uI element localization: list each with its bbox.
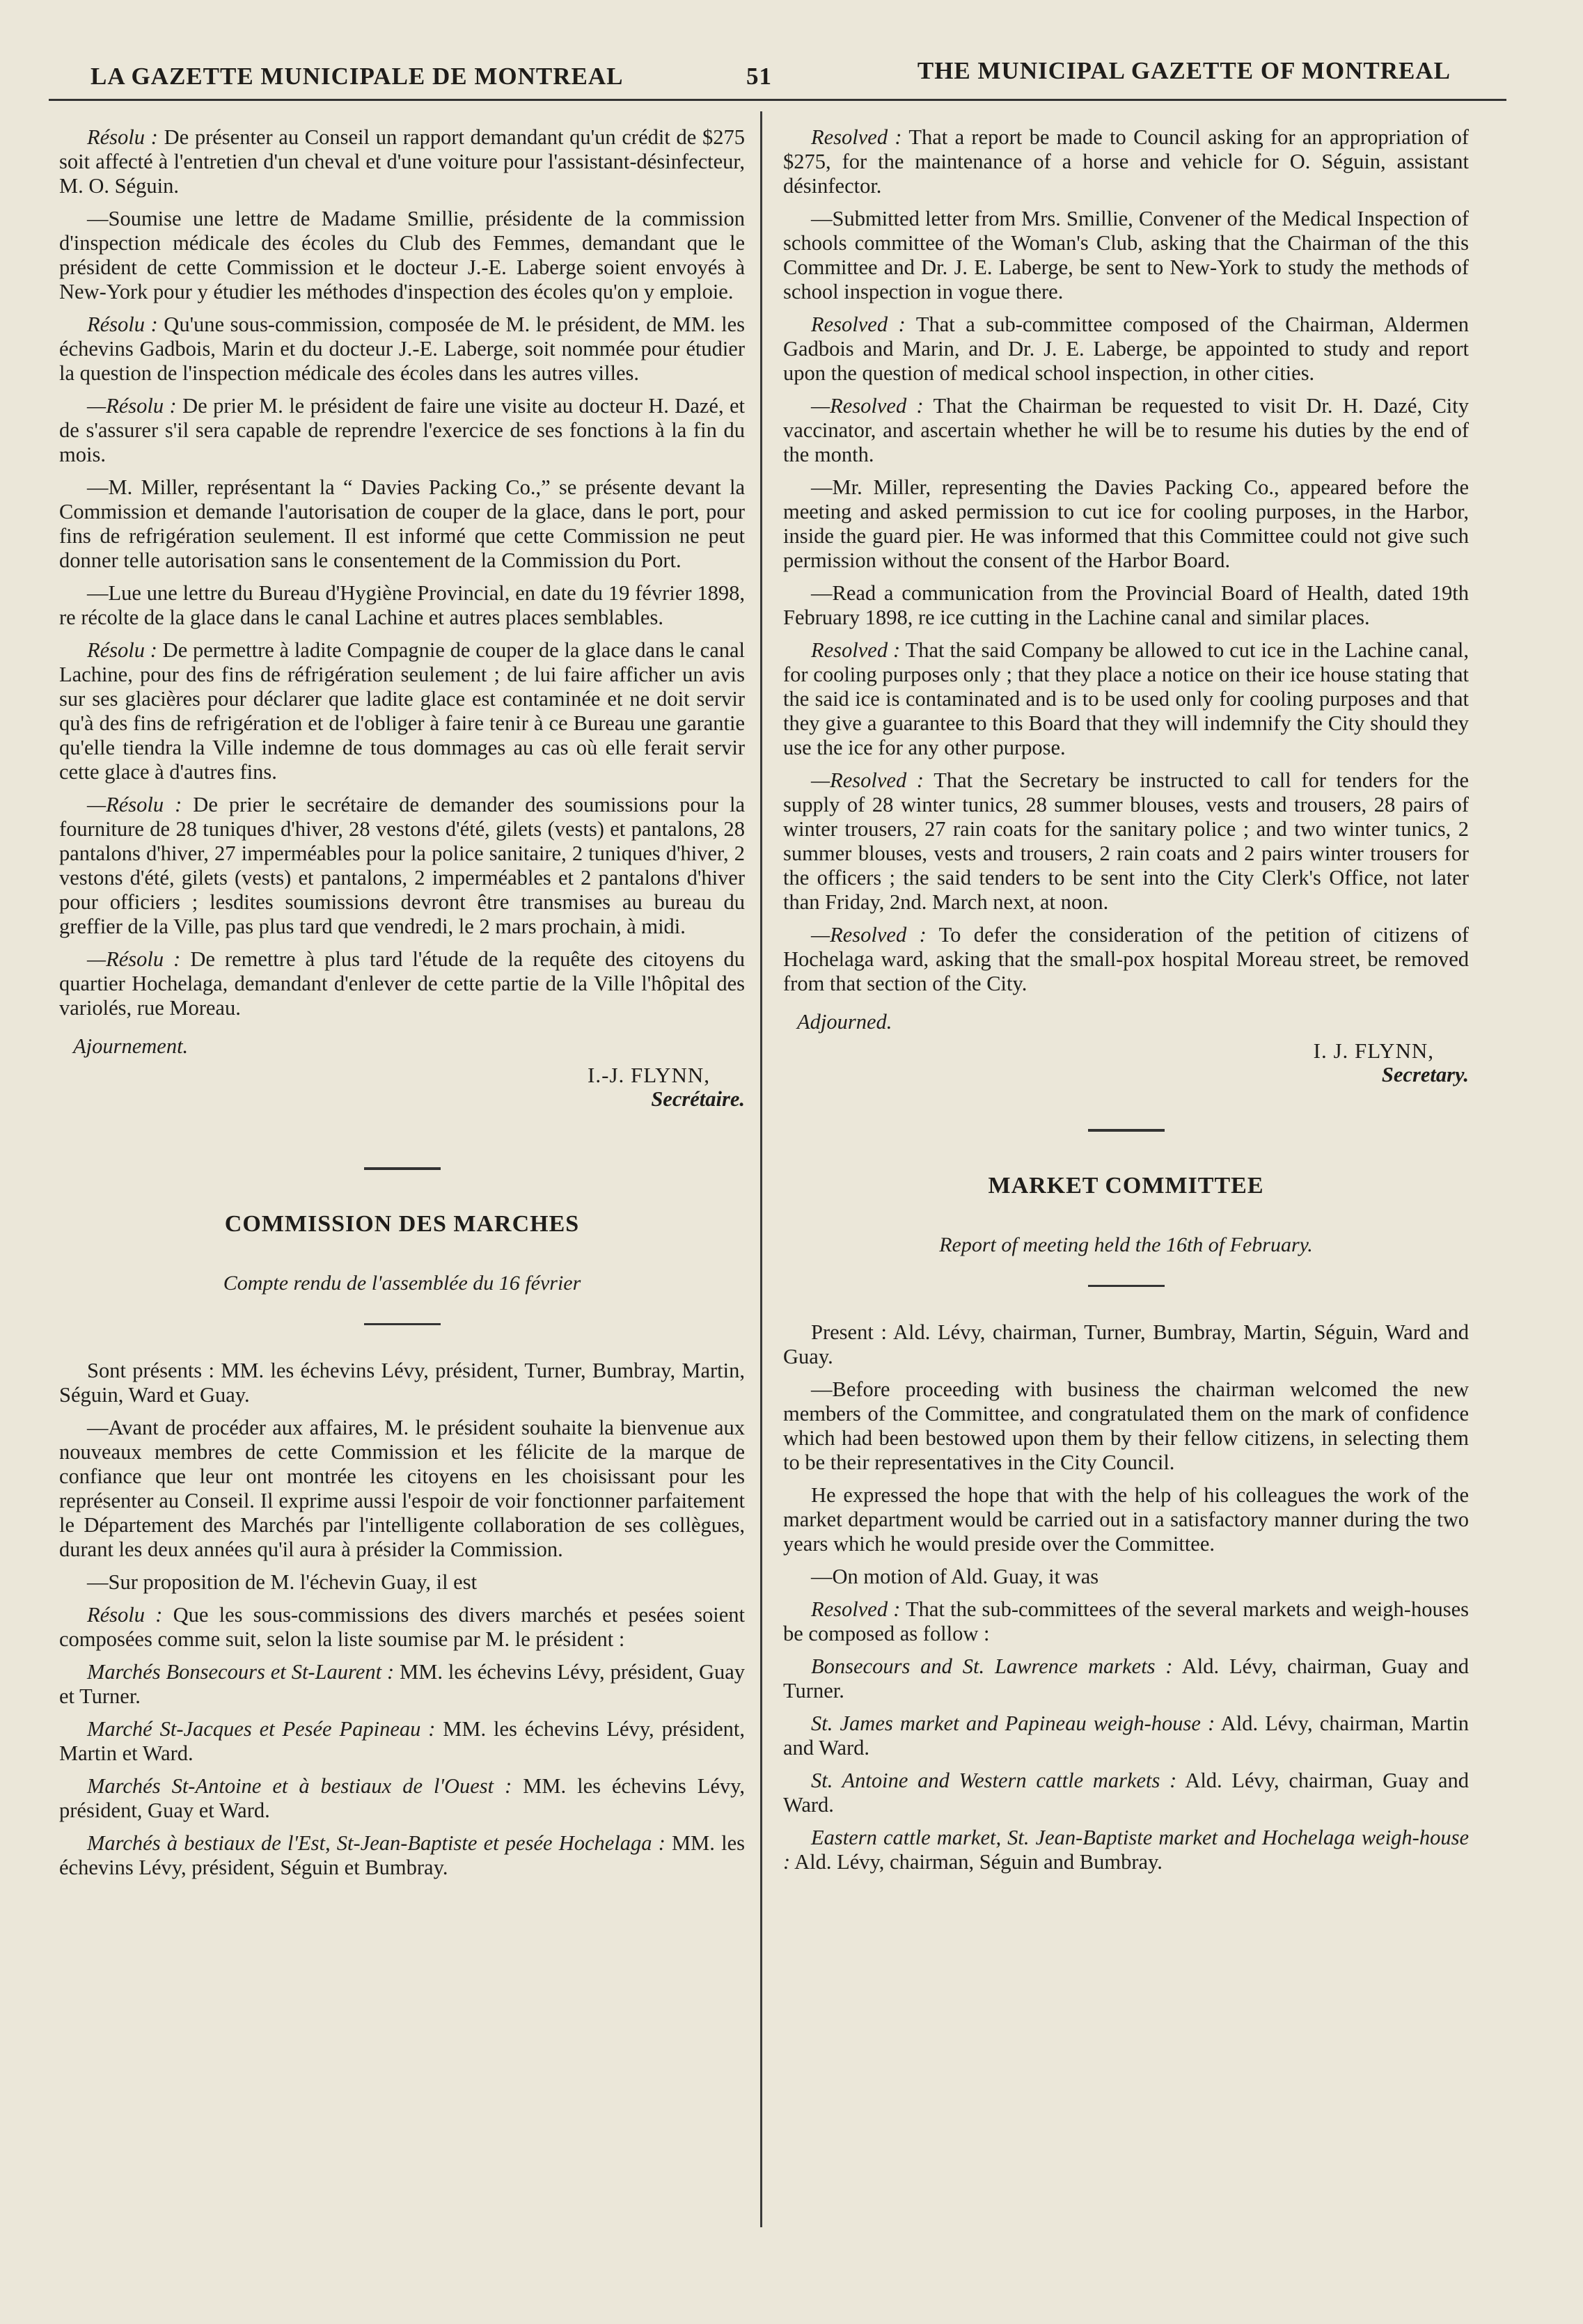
- paragraph-lead: Résolu :: [87, 313, 158, 336]
- paragraph: [783, 207, 1469, 304]
- paragraph-lead: —Resolved :: [811, 768, 924, 792]
- paragraph: [783, 1597, 1469, 1646]
- paragraph: [783, 1654, 1469, 1703]
- paragraph-text: —Avant de procéder aux affaires, M. le président souhaite la bienvenue aux nouveaux membres de cette Commission et les félicite de la marque de confiance que leur ont montrée les citoyens en les choisissant pour les représenter au Conseil. Il exprime aussi l'espoir de voir fonctionner parfaitement le Département des Marchés par l'intelligente collaboration de ses collègues, durant les deux années qu'il aura à présider la Commission.: [59, 1416, 745, 1561]
- subtitle-rule: [364, 1323, 441, 1325]
- paragraph-lead: —Résolu :: [87, 394, 177, 418]
- paragraph: [783, 638, 1469, 760]
- paragraph: [59, 1359, 745, 1407]
- paragraph: [783, 1377, 1469, 1475]
- paragraph-lead: Résolu :: [87, 638, 157, 662]
- paragraph-text: MM. les échevins Lévy, président, Séguin et Bumbray.: [59, 1831, 745, 1879]
- paragraph-text: That the sub-committees of the several markets and weigh-houses be composed as follow :: [783, 1597, 1469, 1645]
- column-divider: [760, 111, 762, 2227]
- paragraph-text: —Soumise une lettre de Madame Smillie, présidente de la commission d'inspection médicale des écoles du Club des Femmes, demandant que le président de cette Commission et le docteur J.-E. Laberge soient envoyés à New-York pour y étudier les méthodes d'inspection des écoles qu'on y emploie.: [59, 207, 745, 303]
- english-minutes-health: [783, 125, 1469, 996]
- paragraph-text: —Before proceeding with business the chairman welcomed the new members of the Committee, and congratulated them on the mark of confidence which had been bestowed upon them by their fellow citizens, in selecting them to be their representatives in the City Council.: [783, 1377, 1469, 1474]
- paragraph: [783, 475, 1469, 573]
- page-header: [84, 54, 1499, 103]
- paragraph: [59, 1717, 745, 1766]
- paragraph: [783, 768, 1469, 915]
- english-signature-title: Secretary.: [1381, 1063, 1469, 1086]
- paragraph-text: —Sur proposition de M. l'échevin Guay, il est: [87, 1570, 478, 1594]
- french-minutes-health: [59, 125, 745, 1020]
- paragraph-lead: —Resolved :: [811, 923, 927, 947]
- paragraph-lead: Marchés à bestiaux de l'Est, St-Jean-Baptiste et pesée Hochelaga :: [87, 1831, 666, 1855]
- paragraph-text: —On motion of Ald. Guay, it was: [811, 1565, 1099, 1588]
- paragraph-text: —Lue une lettre du Bureau d'Hygiène Provincial, en date du 19 février 1898, re récolte de la glace dans le canal Lachine et autres places semblables.: [59, 581, 745, 629]
- english-section-subtitle: Report of meeting held the 16th of February.: [939, 1233, 1313, 1256]
- paragraph-text: MM. les échevins Lévy, président, Martin et Ward.: [59, 1717, 745, 1765]
- paragraph-text: Ald. Lévy, chairman, Martin and Ward.: [783, 1712, 1470, 1760]
- paragraph: [783, 1826, 1469, 1874]
- paragraph: [783, 313, 1469, 386]
- paragraph-lead: St. James market and Papineau weigh-house :: [811, 1712, 1215, 1735]
- paragraph: [59, 1774, 745, 1823]
- paragraph: [783, 1483, 1469, 1556]
- paragraph-lead: —Résolu :: [87, 793, 182, 816]
- paragraph: [59, 207, 745, 304]
- english-signature: I. J. FLYNN,: [1313, 1038, 1434, 1063]
- paragraph: [783, 1320, 1469, 1369]
- french-signature-title: Secrétaire.: [651, 1087, 745, 1111]
- paragraph: [783, 581, 1469, 630]
- paragraph-lead: Eastern cattle market, St. Jean-Baptiste market and Hochelaga weigh-house :: [783, 1826, 1469, 1874]
- paragraph: [59, 1831, 745, 1880]
- paragraph-text: Qu'une sous-commission, composée de M. le président, de MM. les échevins Gadbois, Marin et du docteur J.-E. Laberge, soit nommée pour étudier la question de l'inspection médicale des écoles dans les autres villes.: [59, 313, 745, 385]
- paragraph-text: —Mr. Miller, representing the Davies Packing Co., appeared before the meeting and asked permission to cut ice for cooling purposes, in the Harbor, inside the guard pier. He was informed that this Committee could not give such permission without the consent of the Harbor Board.: [783, 475, 1469, 572]
- paragraph-lead: —Résolu :: [87, 947, 181, 971]
- paragraph-text: Ald. Lévy, chairman, Guay and Turner.: [783, 1654, 1469, 1702]
- paragraph-lead: —Resolved :: [811, 394, 924, 418]
- paragraph: [59, 125, 745, 198]
- paragraph-text: Ald. Lévy, chairman, Séguin and Bumbray.: [790, 1850, 1163, 1874]
- paragraph: [59, 947, 745, 1020]
- paragraph-lead: Marchés Bonsecours et St-Laurent :: [87, 1660, 395, 1684]
- french-minutes-markets: [59, 1359, 745, 1880]
- paragraph-text: MM. les échevins Lévy, président, Guay et Turner.: [59, 1660, 746, 1708]
- paragraph-lead: Resolved :: [811, 1597, 901, 1621]
- paragraph-text: Sont présents : MM. les échevins Lévy, président, Turner, Bumbray, Martin, Séguin, Ward et Guay.: [59, 1359, 745, 1407]
- paragraph-text: De prier le secrétaire de demander des soumissions pour la fourniture de 28 tuniques d'hiver, 28 vestons d'été, gilets (vests) et pantalons, 28 pantalons d'hiver, 27 imperméables pour la police sanitaire, 2 tuniques d'hiver, 2 vestons d'été, gilets (vests) et pantalons, 2 imperméables et 2 pantalons d'hiver pour officiers ; lesdites soumissions devront être transmises au bureau du greffier de la Ville, pas plus tard que vendredi, le 2 mars prochain, à midi.: [59, 793, 745, 938]
- paragraph: [59, 1570, 745, 1595]
- paragraph: [59, 313, 745, 386]
- paragraph-text: That a report be made to Council asking for an appropriation of $275, for the maintenance of a horse and vehicle for O. Séguin, assistant désinfector.: [783, 125, 1469, 198]
- paragraph-lead: St. Antoine and Western cattle markets :: [811, 1769, 1177, 1792]
- paragraph: [59, 1660, 745, 1709]
- paragraph-text: That the Chairman be requested to visit Dr. H. Dazé, City vaccinator, and ascertain whether he will be to resume his duties by the end of the month.: [783, 394, 1469, 466]
- section-separator-rule: [1088, 1129, 1165, 1132]
- paragraph-text: —Submitted letter from Mrs. Smillie, Convener of the Medical Inspection of schools committee of the Woman's Club, asking that the Chairman of the this Committee and Dr. J. E. Laberge, be sent to New-York to study the methods of school inspection in vogue there.: [783, 207, 1469, 303]
- paragraph-text: Ald. Lévy, chairman, Guay and Ward.: [783, 1769, 1469, 1817]
- paragraph: [59, 475, 745, 573]
- paragraph-text: —Read a communication from the Provincial Board of Health, dated 19th February 1898, re ice cutting in the Lachine canal and similar places.: [783, 581, 1469, 629]
- paragraph: [59, 793, 745, 939]
- english-column: [783, 125, 1469, 1883]
- english-adjournment: Adjourned.: [797, 1010, 892, 1034]
- section-separator-rule: [364, 1167, 441, 1170]
- header-french-title: LA GAZETTE MUNICIPALE DE MONTREAL: [90, 63, 624, 90]
- english-minutes-markets: [783, 1320, 1469, 1874]
- paragraph-text: Que les sous-commissions des divers marchés et pesées soient composées comme suit, selon la liste soumise par M. le président :: [59, 1603, 745, 1651]
- header-english-title: THE MUNICIPAL GAZETTE OF MONTREAL: [917, 57, 1451, 84]
- paragraph: [783, 1712, 1469, 1760]
- paragraph-lead: Bonsecours and St. Lawrence markets :: [811, 1654, 1173, 1678]
- french-column: [59, 125, 745, 1888]
- french-adjournment: Ajournement.: [73, 1034, 189, 1058]
- paragraph-text: That the Secretary be instructed to call for tenders for the supply of 28 winter tunics, 28 summer blouses, vests and trousers, 28 pairs of winter trousers, 27 rain coats for the sanitary police ; and two winter tunics, 2 summer blouses, vests and trousers, 2 rain coats and 2 pairs winter trousers for the officers ; the said tenders to be sent into the City Clerk's Office, not later than Friday, 2nd. March next, at noon.: [783, 768, 1469, 914]
- paragraph-text: He expressed the hope that with the help of his colleagues the work of the market department would be carried out in a satisfactory manner during the two years which he would preside over the Committee.: [783, 1483, 1469, 1556]
- paragraph-text: To defer the consideration of the petition of citizens of Hochelaga ward, asking that the small-pox hospital Moreau street, be removed from that section of the City.: [783, 923, 1469, 995]
- paragraph: [59, 1603, 745, 1652]
- paragraph-lead: Marchés St-Antoine et à bestiaux de l'Ouest :: [87, 1774, 512, 1798]
- page-number: 51: [746, 63, 772, 90]
- paragraph-text: That a sub-committee composed of the Chairman, Aldermen Gadbois and Marin, and Dr. J. E. Laberge, be appointed to study and report upon the question of medical school inspection, in other cities.: [783, 313, 1469, 385]
- paragraph-text: MM. les échevins Lévy, président, Guay et Ward.: [59, 1774, 746, 1822]
- paragraph-lead: Resolved :: [811, 638, 901, 662]
- paragraph: [783, 923, 1469, 996]
- paragraph-lead: Résolu :: [87, 1603, 163, 1627]
- paragraph: [59, 638, 745, 784]
- paragraph-text: De permettre à ladite Compagnie de couper de la glace dans le canal Lachine, pour des fins de réfrigération seulement ; de lui faire afficher un avis sur ses glacières pour déclarer que ladite glace est contaminée et ne doit servir qu'à des fins de refrigération et de l'obliger à faire tenir à ce Bureau une garantie qu'elle tiendra la Ville indemne de tous dommages au cas où elle ferait servir cette glace à d'autres fins.: [59, 638, 746, 784]
- french-section-subtitle: Compte rendu de l'assemblée du 16 février: [223, 1272, 581, 1295]
- paragraph: [59, 1416, 745, 1562]
- paragraph-text: De présenter au Conseil un rapport demandant qu'un crédit de $275 soit affecté à l'entretien d'un cheval et d'une voiture pour l'assistant-désinfecteur, M. O. Séguin.: [59, 125, 745, 198]
- paragraph: [59, 581, 745, 630]
- paragraph-lead: Marché St-Jacques et Pesée Papineau :: [87, 1717, 436, 1741]
- paragraph-text: That the said Company be allowed to cut ice in the Lachine canal, for cooling purposes only ; that they place a notice on their ice house stating that the said ice is contaminated and is to be used only for cooling purposes and that they give a guarantee to this Board that they will indemnify the City should they use the ice for any other purpose.: [783, 638, 1469, 759]
- paragraph-text: —M. Miller, représentant la “ Davies Packing Co.,” se présente devant la Commission et demande l'autorisation de couper de la glace, dans le port, pour fins de refrigération seulement. Il est informé que cette Commission ne peut donner telle autorisation sans le consentement de la Commission du Port.: [59, 475, 745, 572]
- paragraph-lead: Resolved :: [811, 313, 906, 336]
- paragraph: [783, 125, 1469, 198]
- paragraph-lead: Resolved :: [811, 125, 902, 149]
- paragraph-lead: Résolu :: [87, 125, 158, 149]
- french-signature: I.-J. FLYNN,: [588, 1063, 710, 1087]
- paragraph: [783, 1769, 1469, 1817]
- paragraph-text: De remettre à plus tard l'étude de la requête des citoyens du quartier Hochelaga, demandant d'enlever de cette partie de la Ville l'hôpital des variolés, rue Moreau.: [59, 947, 745, 1020]
- paragraph-text: Present : Ald. Lévy, chairman, Turner, Bumbray, Martin, Séguin, Ward and Guay.: [783, 1320, 1469, 1368]
- paragraph: [59, 394, 745, 467]
- english-section-title: MARKET COMMITTEE: [988, 1173, 1264, 1199]
- header-rule: [49, 99, 1506, 101]
- french-section-title: COMMISSION DES MARCHES: [224, 1211, 580, 1237]
- paragraph: [783, 394, 1469, 467]
- paragraph-text: De prier M. le président de faire une visite au docteur H. Dazé, et de s'assurer s'il sera capable de reprendre l'exercice de ses fonctions à la fin du mois.: [59, 394, 745, 466]
- paragraph: [783, 1565, 1469, 1589]
- subtitle-rule: [1088, 1285, 1165, 1287]
